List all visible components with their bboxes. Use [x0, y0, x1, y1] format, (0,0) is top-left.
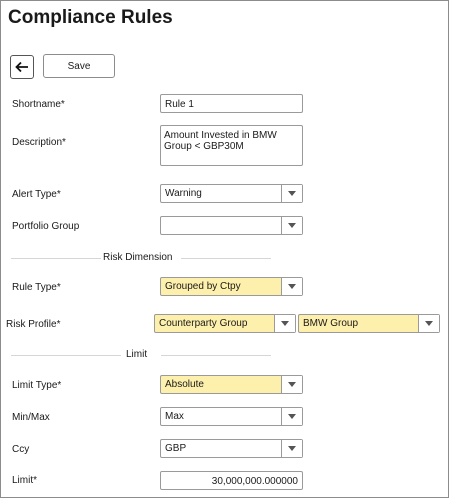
save-button[interactable]: Save — [43, 54, 115, 78]
limit-heading: Limit — [126, 349, 148, 360]
chevron-down-icon — [288, 223, 296, 228]
min-max-label: Min/Max — [12, 412, 50, 423]
rule-type-select[interactable] — [160, 277, 303, 296]
ccy-label: Ccy — [12, 444, 30, 455]
limit-type-label: Limit Type* — [12, 380, 62, 391]
limit-type-value: Absolute — [165, 379, 204, 390]
chevron-down-icon — [288, 284, 296, 289]
alert-type-dropdown-button[interactable] — [281, 185, 302, 202]
ccy-dropdown-button[interactable] — [281, 440, 302, 457]
rule-type-value: Grouped by Ctpy — [165, 281, 241, 292]
ccy-select[interactable] — [160, 439, 303, 458]
limit-value-input[interactable]: 30,000,000.000000 — [160, 471, 303, 490]
risk-profile-type-dropdown-button[interactable] — [274, 315, 295, 332]
back-button[interactable] — [10, 55, 34, 79]
arrow-left-icon — [15, 61, 29, 73]
limit-type-dropdown-button[interactable] — [281, 376, 302, 393]
chevron-down-icon — [288, 382, 296, 387]
chevron-down-icon — [425, 321, 433, 326]
alert-type-label: Alert Type* — [12, 189, 61, 200]
section-divider — [181, 258, 271, 259]
chevron-down-icon — [281, 321, 289, 326]
shortname-label: Shortname* — [12, 99, 65, 110]
rule-type-label: Rule Type* — [12, 282, 61, 293]
rule-type-dropdown-button[interactable] — [281, 278, 302, 295]
limit-value-label: Limit* — [12, 475, 38, 486]
alert-type-select[interactable] — [160, 184, 303, 203]
risk-profile-type-value: Counterparty Group — [159, 318, 248, 329]
risk-profile-group-value: BMW Group — [303, 318, 359, 329]
chevron-down-icon — [288, 446, 296, 451]
ccy-value: GBP — [165, 443, 187, 454]
portfolio-group-label: Portfolio Group — [12, 221, 80, 232]
risk-dimension-heading: Risk Dimension — [103, 252, 173, 263]
shortname-input[interactable]: Rule 1 — [160, 94, 303, 113]
chevron-down-icon — [288, 191, 296, 196]
section-divider — [11, 355, 121, 356]
min-max-select[interactable] — [160, 407, 303, 426]
portfolio-group-value — [161, 217, 281, 234]
alert-type-value: Warning — [165, 188, 202, 199]
risk-profile-type-select[interactable] — [154, 314, 296, 333]
min-max-dropdown-button[interactable] — [281, 408, 302, 425]
limit-type-select[interactable] — [160, 375, 303, 394]
min-max-value: Max — [165, 411, 184, 422]
risk-profile-label: Risk Profile* — [6, 319, 61, 330]
description-label: Description* — [12, 137, 66, 148]
section-divider — [11, 258, 101, 259]
risk-profile-group-select[interactable] — [298, 314, 440, 333]
portfolio-group-dropdown-button[interactable] — [281, 217, 302, 234]
description-textarea[interactable]: Amount Invested in BMW Group < GBP30M — [160, 125, 303, 166]
section-divider — [161, 355, 271, 356]
risk-profile-group-dropdown-button[interactable] — [418, 315, 439, 332]
portfolio-group-select[interactable] — [160, 216, 303, 235]
page-title: Compliance Rules — [8, 7, 173, 28]
chevron-down-icon — [288, 414, 296, 419]
